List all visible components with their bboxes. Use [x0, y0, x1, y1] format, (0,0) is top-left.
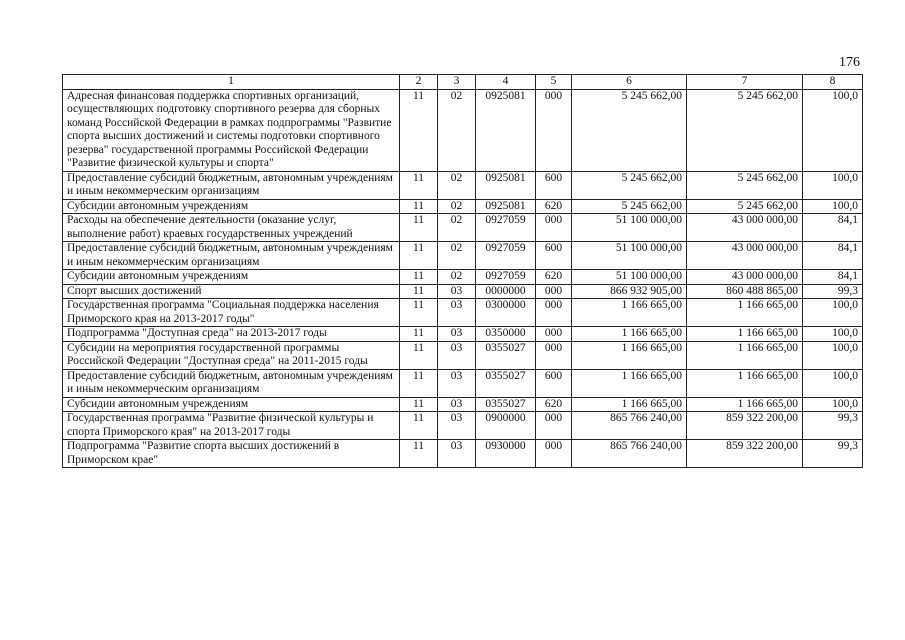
table-row	[63, 214, 863, 242]
executed-amount-cell: 1 166 665,00	[687, 299, 803, 327]
section-cell: 11	[400, 299, 438, 327]
executed-amount-cell: 5 245 662,00	[687, 199, 803, 214]
target-article-cell: 0900000	[476, 412, 536, 440]
target-article-cell: 0927059	[476, 242, 536, 270]
section-cell: 11	[400, 89, 438, 171]
row-name-cell: Государственная программа "Развитие физической культуры и спорта Приморского края" на 2013-2017 годы	[63, 412, 400, 440]
expense-type-cell: 000	[536, 299, 572, 327]
subsection-cell: 02	[438, 171, 476, 199]
expense-type-cell: 000	[536, 214, 572, 242]
row-name-cell: Подпрограмма "Развитие спорта высших достижений в Приморском крае"	[63, 440, 400, 468]
expense-type-cell: 000	[536, 440, 572, 468]
planned-amount-cell: 5 245 662,00	[572, 199, 687, 214]
subsection-cell: 03	[438, 299, 476, 327]
table-row	[63, 270, 863, 285]
column-header: 6	[572, 75, 687, 90]
executed-amount-cell: 43 000 000,00	[687, 214, 803, 242]
row-name-cell: Предоставление субсидий бюджетным, автономным учреждениям и иным некоммерческим организациям	[63, 369, 400, 397]
expense-type-cell: 620	[536, 397, 572, 412]
table-row	[63, 199, 863, 214]
expense-type-cell: 000	[536, 327, 572, 342]
table-row	[63, 327, 863, 342]
subsection-cell: 03	[438, 369, 476, 397]
executed-amount-cell: 1 166 665,00	[687, 397, 803, 412]
planned-amount-cell: 1 166 665,00	[572, 299, 687, 327]
expense-type-cell: 600	[536, 171, 572, 199]
section-cell: 11	[400, 214, 438, 242]
expense-type-cell: 000	[536, 341, 572, 369]
expense-type-cell: 000	[536, 412, 572, 440]
planned-amount-cell: 1 166 665,00	[572, 327, 687, 342]
row-name-cell: Субсидии автономным учреждениям	[63, 199, 400, 214]
target-article-cell: 0355027	[476, 341, 536, 369]
executed-amount-cell: 1 166 665,00	[687, 327, 803, 342]
table-row	[63, 412, 863, 440]
column-header: 2	[400, 75, 438, 90]
target-article-cell: 0355027	[476, 397, 536, 412]
column-header: 4	[476, 75, 536, 90]
executed-amount-cell: 5 245 662,00	[687, 171, 803, 199]
section-cell: 11	[400, 242, 438, 270]
executed-amount-cell: 859 322 200,00	[687, 412, 803, 440]
percent-cell: 99,3	[803, 284, 863, 299]
expense-type-cell: 000	[536, 89, 572, 171]
row-name-cell: Государственная программа "Социальная поддержка населения Приморского края на 2013-2017 годы"	[63, 299, 400, 327]
planned-amount-cell: 51 100 000,00	[572, 270, 687, 285]
percent-cell: 100,0	[803, 89, 863, 171]
subsection-cell: 02	[438, 242, 476, 270]
expense-type-cell: 620	[536, 199, 572, 214]
target-article-cell: 0930000	[476, 440, 536, 468]
planned-amount-cell: 1 166 665,00	[572, 341, 687, 369]
table-row	[63, 284, 863, 299]
row-name-cell: Субсидии автономным учреждениям	[63, 270, 400, 285]
percent-cell: 84,1	[803, 242, 863, 270]
table-body	[63, 89, 863, 468]
target-article-cell: 0927059	[476, 214, 536, 242]
planned-amount-cell: 5 245 662,00	[572, 171, 687, 199]
table-row	[63, 440, 863, 468]
table-row	[63, 341, 863, 369]
table-row	[63, 89, 863, 171]
subsection-cell: 03	[438, 412, 476, 440]
percent-cell: 100,0	[803, 199, 863, 214]
row-name-cell: Предоставление субсидий бюджетным, автономным учреждениям и иным некоммерческим организациям	[63, 242, 400, 270]
row-name-cell: Подпрограмма "Доступная среда" на 2013-2017 годы	[63, 327, 400, 342]
column-header: 1	[63, 75, 400, 90]
executed-amount-cell: 43 000 000,00	[687, 270, 803, 285]
subsection-cell: 03	[438, 327, 476, 342]
target-article-cell: 0925081	[476, 199, 536, 214]
percent-cell: 100,0	[803, 369, 863, 397]
subsection-cell: 03	[438, 284, 476, 299]
percent-cell: 100,0	[803, 327, 863, 342]
table-row	[63, 299, 863, 327]
column-header: 7	[687, 75, 803, 90]
section-cell: 11	[400, 369, 438, 397]
percent-cell: 99,3	[803, 440, 863, 468]
subsection-cell: 03	[438, 341, 476, 369]
subsection-cell: 03	[438, 397, 476, 412]
row-name-cell: Субсидии на мероприятия государственной программы Российской Федерации "Доступная среда" на 2011-2015 годы	[63, 341, 400, 369]
planned-amount-cell: 866 932 905,00	[572, 284, 687, 299]
target-article-cell: 0925081	[476, 89, 536, 171]
section-cell: 11	[400, 284, 438, 299]
target-article-cell: 0300000	[476, 299, 536, 327]
percent-cell: 99,3	[803, 412, 863, 440]
section-cell: 11	[400, 412, 438, 440]
section-cell: 11	[400, 270, 438, 285]
executed-amount-cell: 5 245 662,00	[687, 89, 803, 171]
section-cell: 11	[400, 397, 438, 412]
planned-amount-cell: 1 166 665,00	[572, 397, 687, 412]
percent-cell: 84,1	[803, 214, 863, 242]
budget-table	[62, 74, 863, 468]
subsection-cell: 02	[438, 199, 476, 214]
percent-cell: 84,1	[803, 270, 863, 285]
expense-type-cell: 600	[536, 369, 572, 397]
target-article-cell: 0927059	[476, 270, 536, 285]
target-article-cell: 0925081	[476, 171, 536, 199]
percent-cell: 100,0	[803, 397, 863, 412]
subsection-cell: 02	[438, 89, 476, 171]
executed-amount-cell: 860 488 865,00	[687, 284, 803, 299]
row-name-cell: Расходы на обеспечение деятельности (оказание услуг, выполнение работ) краевых государственных учреждений	[63, 214, 400, 242]
subsection-cell: 02	[438, 270, 476, 285]
table-row	[63, 242, 863, 270]
section-cell: 11	[400, 341, 438, 369]
target-article-cell: 0355027	[476, 369, 536, 397]
executed-amount-cell: 859 322 200,00	[687, 440, 803, 468]
target-article-cell: 0350000	[476, 327, 536, 342]
percent-cell: 100,0	[803, 299, 863, 327]
table-header	[63, 75, 863, 90]
page-number: 176	[839, 55, 860, 70]
table-row	[63, 397, 863, 412]
table-row	[63, 171, 863, 199]
section-cell: 11	[400, 440, 438, 468]
row-name-cell: Субсидии автономным учреждениям	[63, 397, 400, 412]
column-header: 3	[438, 75, 476, 90]
subsection-cell: 03	[438, 440, 476, 468]
planned-amount-cell: 865 766 240,00	[572, 440, 687, 468]
column-number-row	[63, 75, 863, 90]
expense-type-cell: 600	[536, 242, 572, 270]
planned-amount-cell: 1 166 665,00	[572, 369, 687, 397]
planned-amount-cell: 5 245 662,00	[572, 89, 687, 171]
planned-amount-cell: 51 100 000,00	[572, 214, 687, 242]
planned-amount-cell: 51 100 000,00	[572, 242, 687, 270]
percent-cell: 100,0	[803, 341, 863, 369]
executed-amount-cell: 1 166 665,00	[687, 369, 803, 397]
section-cell: 11	[400, 327, 438, 342]
row-name-cell: Адресная финансовая поддержка спортивных организаций, осуществляющих подготовку спортивного резерва для сборных команд Российской Федерации в рамках подпрограммы "Развитие спорта высших достижений и системы подготовки спортивного резерва" государственной программы Российской Федерации "Развитие физической культуры и спорта"	[63, 89, 400, 171]
target-article-cell: 0000000	[476, 284, 536, 299]
section-cell: 11	[400, 199, 438, 214]
expense-type-cell: 000	[536, 284, 572, 299]
percent-cell: 100,0	[803, 171, 863, 199]
row-name-cell: Предоставление субсидий бюджетным, автономным учреждениям и иным некоммерческим организациям	[63, 171, 400, 199]
column-header: 5	[536, 75, 572, 90]
planned-amount-cell: 865 766 240,00	[572, 412, 687, 440]
executed-amount-cell: 43 000 000,00	[687, 242, 803, 270]
executed-amount-cell: 1 166 665,00	[687, 341, 803, 369]
subsection-cell: 02	[438, 214, 476, 242]
table-row	[63, 369, 863, 397]
column-header: 8	[803, 75, 863, 90]
expense-type-cell: 620	[536, 270, 572, 285]
section-cell: 11	[400, 171, 438, 199]
row-name-cell: Спорт высших достижений	[63, 284, 400, 299]
